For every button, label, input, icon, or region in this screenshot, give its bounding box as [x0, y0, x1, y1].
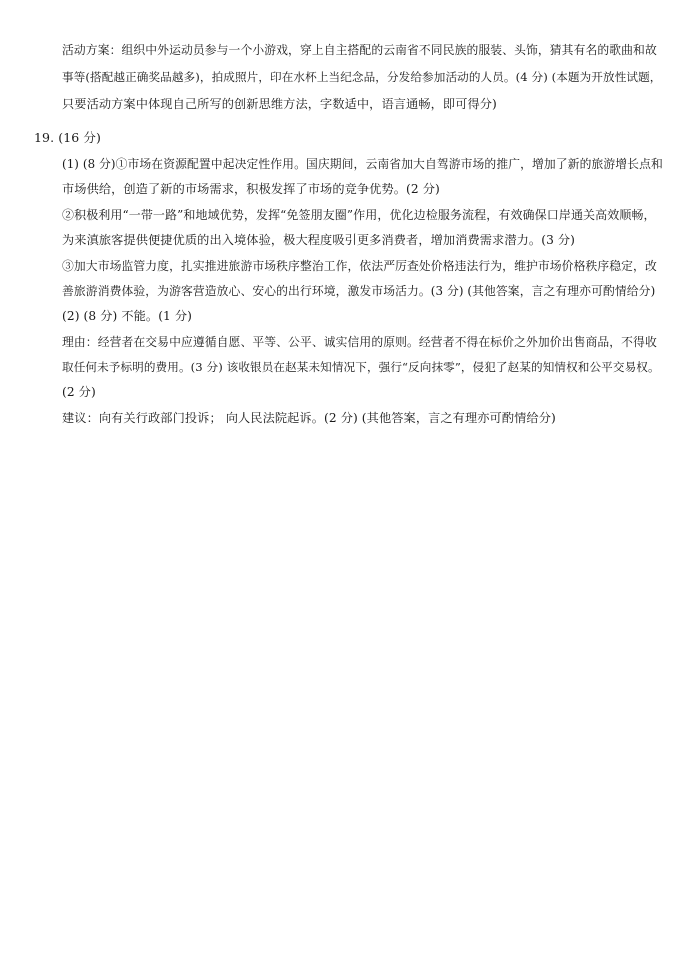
q19-part2-reason-line-1: 理由：经营者在交易中应遵循自愿、平等、公平、诚实信用的原则。经营者不得在标价之外加价出售商品，不得收 — [62, 335, 657, 349]
q19-part1-point2-line-2: 为来滇旅客提供便捷优质的出入境体验，极大程度吸引更多消费者，增加消费需求潜力。(3 分) — [62, 233, 576, 247]
q19-part2-reason-line-2: 取任何未予标明的费用。(3 分) 该收银员在赵某未知情况下，强行“反向抹零”，侵犯了赵某的知情权和公平交易权。 — [62, 360, 660, 374]
q19-part2-reason-line-3: (2 分) — [62, 385, 96, 399]
q19-part1-point1-line-1: (1) (8 分)①市场在资源配置中起决定性作用。国庆期间，云南省加大自驾游市场的推广，增加了新的旅游增长点和 — [62, 157, 663, 171]
q19-part1-point2-line-1: ②积极利用“一带一路”和地域优势，发挥“免签朋友圈”作用，优化边检服务流程，有效确保口岸通关高效顺畅， — [62, 208, 656, 222]
activity-plan-line-1: 活动方案：组织中外运动员参与一个小游戏，穿上自主搭配的云南省不同民族的服装、头饰，猜其有名的歌曲和故 — [62, 43, 657, 57]
q19-part1-point3-line-2: 善旅游消费体验，为游客营造放心、安心的出行环境，激发市场活力。(3 分) (其他答案，言之有理亦可酌情给分) — [62, 284, 656, 298]
q19-part2-suggestion: 建议：向有关行政部门投诉； 向人民法院起诉。(2 分) (其他答案，言之有理亦可酌情给分) — [62, 411, 556, 425]
activity-plan-line-2: 事等(搭配越正确奖品越多)，拍成照片，印在水杯上当纪念品，分发给参加活动的人员。(4 分) (本题为开放性试题， — [62, 70, 662, 84]
q19-part1-point1-line-2: 市场供给，创造了新的市场需求，积极发挥了市场的竞争优势。(2 分) — [62, 182, 440, 196]
q19-part2-answer: (2) (8 分) 不能。(1 分) — [62, 309, 193, 323]
activity-plan-line-3: 只要活动方案中体现自己所写的创新思维方法，字数适中，语言通畅，即可得分) — [62, 97, 497, 111]
question-19-header: 19. (16 分) — [34, 130, 101, 145]
q19-part1-point3-line-1: ③加大市场监管力度，扎实推进旅游市场秩序整治工作，依法严厉查处价格违法行为，维护市场价格秩序稳定，改 — [62, 259, 657, 273]
